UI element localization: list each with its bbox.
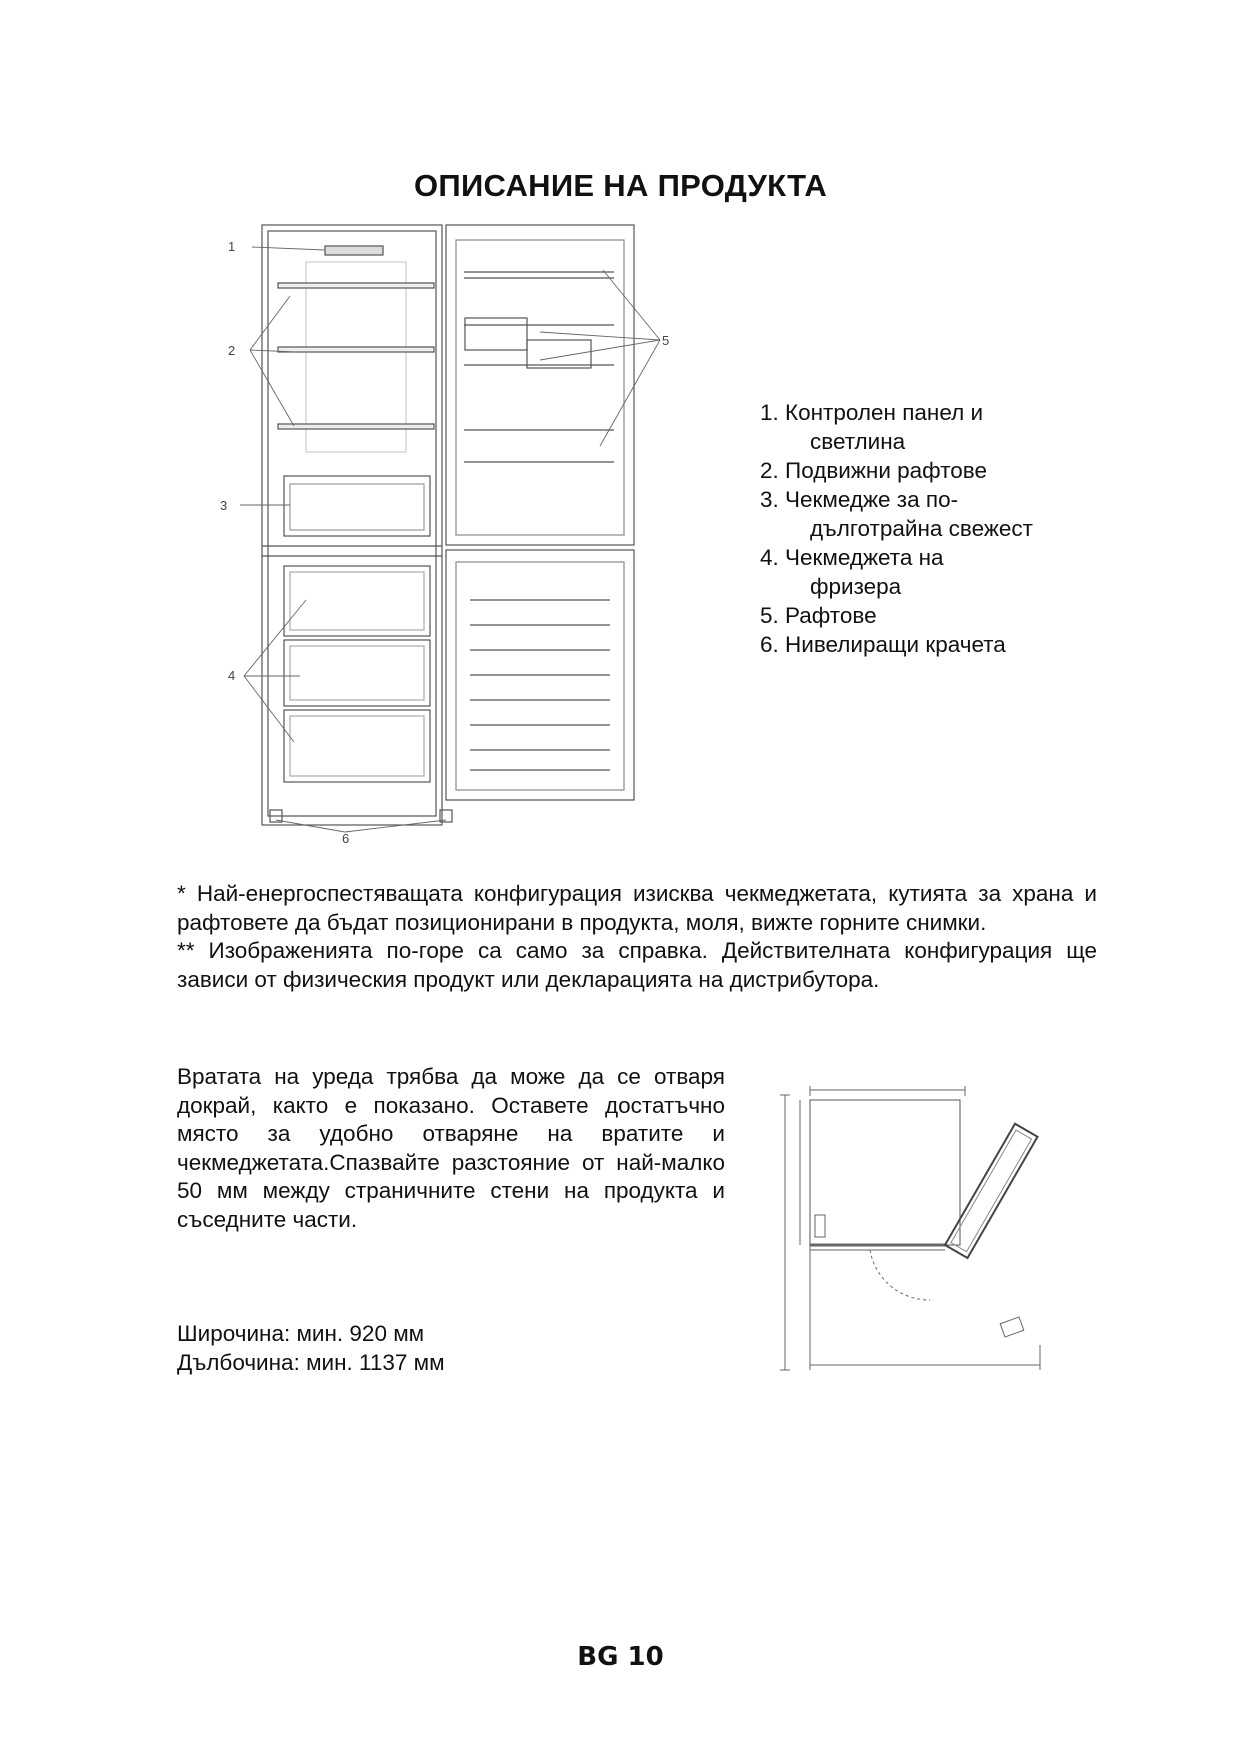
- legend-item: 4. Чекмеджета на фризера: [760, 545, 944, 599]
- callout-6: 6: [342, 831, 350, 846]
- callout-3: 3: [220, 498, 228, 513]
- door-opening-diagram: [760, 1075, 1050, 1385]
- legend-item: 1. Контролен панел и светлина: [760, 400, 984, 454]
- legend-item: 3. Чекмедже за по- дълготрайна свежест: [760, 487, 1033, 541]
- callout-5: 5: [662, 333, 670, 348]
- callout-2: 2: [228, 343, 236, 358]
- configuration-notes: [177, 880, 1097, 994]
- page-number: BG 10: [577, 1642, 664, 1672]
- note-reference: ** Изображенията по-горе са само за справка. Действителната конфигурация ще зависи от физическия продукт или декларацията на дистрибутора.: [177, 938, 1097, 992]
- callout-4: 4: [228, 668, 236, 683]
- legend-item: 6. Нивелиращи крачета: [760, 632, 1006, 657]
- fridge-diagram: [210, 210, 690, 850]
- parts-legend: [760, 398, 1140, 659]
- note-energy: * Най-енергоспестяващата конфигурация изисква чекмеджетата, кутията за храна и рафтовете да бъдат позиционирани в продукта, моля, вижте горните снимки.: [177, 881, 1097, 935]
- legend-item: 5. Рафтове: [760, 603, 877, 628]
- page-title: ОПИСАНИЕ НА ПРОДУКТА: [413, 168, 828, 203]
- callout-1: 1: [228, 239, 236, 254]
- legend-item: 2. Подвижни рафтове: [760, 458, 987, 483]
- min-depth: Дълбочина: мин. 1137 мм: [177, 1349, 445, 1375]
- minimum-dimensions: [177, 1320, 445, 1377]
- door-clearance-text: Вратата на уреда трябва да може да се отваря докрай, както е показано. Оставете достатъчно място за удобно отваряне на вратите и чекмеджетата.Спазвайте разстояние от най-малко 50 мм между страничните стени на продукта и съседните части.: [177, 1064, 725, 1232]
- min-width: Широчина: мин. 920 мм: [177, 1321, 425, 1346]
